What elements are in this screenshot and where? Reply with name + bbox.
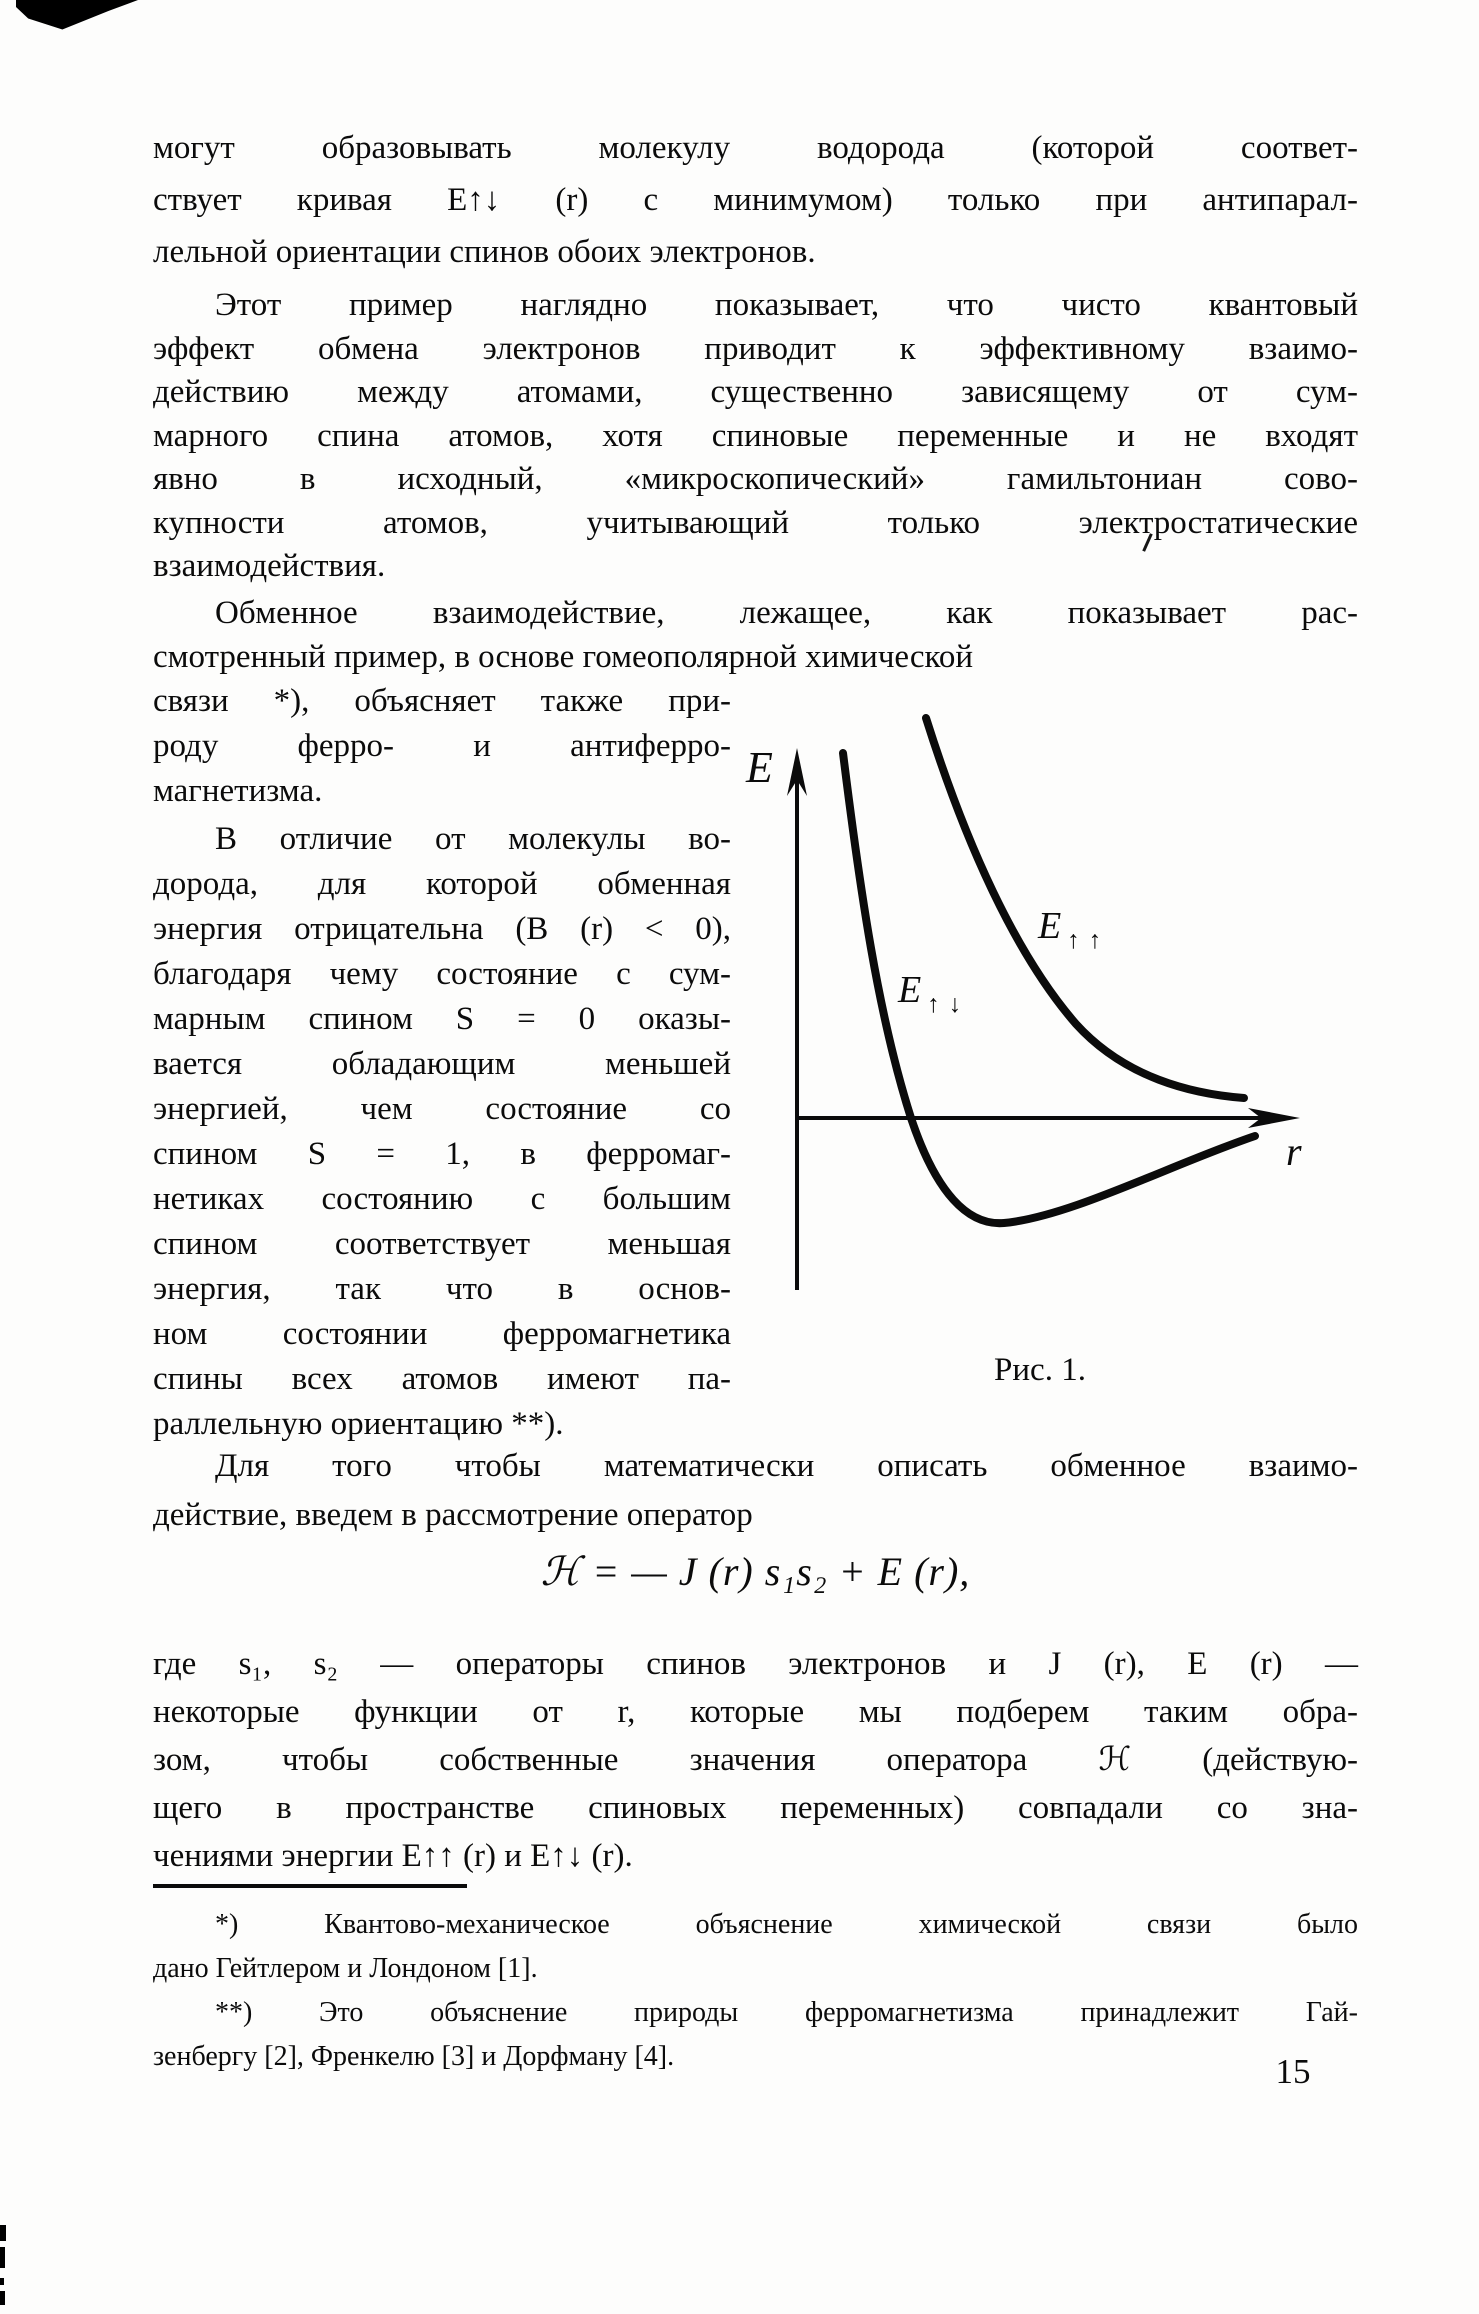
curve-label-base: E <box>1038 905 1062 947</box>
text-line: энергией, чем состояние со <box>153 1091 731 1127</box>
text-line: дано Гейтлером и Лондоном [1]. <box>153 1953 538 1984</box>
text-line: роду ферро- и антиферро- <box>153 728 731 764</box>
paragraph-intro-continuation <box>153 122 1358 278</box>
text-line: ном состоянии ферромагнетика <box>153 1316 731 1352</box>
text-line: зенбергу [2], Френкелю [3] и Дорфману [4]. <box>153 2041 675 2072</box>
text-line: где s₁, s₂ — операторы спинов электронов и J (r), E (r) — <box>153 1646 1358 1682</box>
paragraph-hydrogen-difference <box>153 817 731 1447</box>
text-line: взаимодействия. <box>153 548 386 584</box>
text-line: лельной ориентации спинов обоих электронов. <box>153 234 816 270</box>
text-line: дорода, для которой обменная <box>153 866 731 902</box>
paragraph-spin-operators <box>153 1640 1358 1880</box>
curve-label-E-up-up <box>1038 904 1111 954</box>
page-number: 15 <box>1275 2052 1311 2091</box>
text-line: зом, чтобы собственные значения оператора ℋ (действую- <box>153 1742 1358 1778</box>
text-line: связи *), объясняет также при- <box>153 683 731 719</box>
scan-artifact-corner-blob <box>16 0 138 32</box>
figure-caption: Рис. 1. <box>994 1352 1086 1388</box>
y-axis-label: E <box>746 743 773 792</box>
curve-label-subscript-arrows: ↑↑ <box>1067 927 1111 954</box>
text-line: эффект обмена электронов приводит к эффективному взаимо- <box>153 330 1358 367</box>
text-line: марным спином S = 0 оказы- <box>153 1001 731 1037</box>
text-line: щего в пространстве спиновых переменных) совпадали со зна- <box>153 1790 1358 1826</box>
footnote-rule <box>153 1884 467 1888</box>
scan-artifact-edge-mark <box>0 2225 6 2241</box>
curve-label-base: E <box>898 969 922 1011</box>
paragraph-exchange-interaction-wrap <box>153 679 731 814</box>
figure-1 <box>740 690 1360 1430</box>
text-line: раллельную ориентацию **). <box>153 1406 564 1442</box>
text-line: действию между атомами, существенно зависящему от сум- <box>153 374 1358 410</box>
figure-1-plot <box>740 690 1360 1430</box>
text-line: энергия отрицательна (B (r) < 0), <box>153 911 731 947</box>
text-line: ствует кривая E↑↓ (r) с минимумом) только при антипарал- <box>153 182 1358 218</box>
footnote-1 <box>153 1903 1358 1991</box>
text-line: марного спина атомов, хотя спиновые переменные и не входят <box>153 417 1358 454</box>
text-line: Для того чтобы математически описать обменное взаимо- <box>215 1448 1358 1484</box>
scan-artifact-edge-mark <box>0 2278 4 2285</box>
x-axis-label: r <box>1286 1129 1302 1174</box>
paragraph-operator-intro <box>153 1442 1358 1540</box>
footnote-2 <box>153 1991 1358 2079</box>
text-line: могут образовывать молекулу водорода (которой соответ- <box>153 130 1358 166</box>
curve-label-E-up-down <box>898 968 971 1018</box>
scan-artifact-edge-mark <box>0 2291 5 2305</box>
scan-artifact-edge-mark <box>0 2247 5 2268</box>
text-line: чениями энергии E↑↑ (r) и E↑↓ (r). <box>153 1838 633 1874</box>
text-line: купности атомов, учитывающий только электростатические <box>153 504 1358 541</box>
text-line: спины всех атомов имеют па- <box>153 1361 731 1397</box>
paragraph-exchange-interaction-full <box>153 592 1358 679</box>
text-line: благодаря чему состояние с сум- <box>153 956 731 992</box>
text-line: Обменное взаимодействие, лежащее, как показывает рас- <box>215 595 1358 631</box>
text-line: вается обладающим меньшей <box>153 1046 731 1082</box>
hamiltonian-formula: ℋ = — J (r) s₁s₂ + E (r), <box>540 1549 971 1594</box>
text-line: В отличие от молекулы во- <box>215 821 731 857</box>
text-line: явно в исходный, «микроскопический» гамильтониан сово- <box>153 461 1358 497</box>
text-line: нетиках состоянию с большим <box>153 1181 731 1217</box>
text-line: смотренный пример, в основе гомеополярной химической <box>153 638 974 675</box>
text-line: энергия, так что в основ- <box>153 1271 731 1307</box>
text-line: некоторые функции от r, которые мы подберем таким обра- <box>153 1694 1358 1730</box>
curve-label-subscript-arrows: ↑↓ <box>927 991 971 1018</box>
text-line: спином соответствует меньшая <box>153 1226 731 1262</box>
text-line: *) Квантово-механическое объяснение химической связи было <box>215 1909 1358 1940</box>
paragraph-exchange-effect <box>153 284 1358 589</box>
text-line: Этот пример наглядно показывает, что чисто квантовый <box>215 287 1358 323</box>
text-line: действие, введем в рассмотрение оператор <box>153 1497 753 1533</box>
text-line: спином S = 1, в ферромаг- <box>153 1136 731 1172</box>
text-line: магнетизма. <box>153 773 323 809</box>
text-line: **) Это объяснение природы ферромагнетизма принадлежит Гай- <box>215 1997 1358 2028</box>
